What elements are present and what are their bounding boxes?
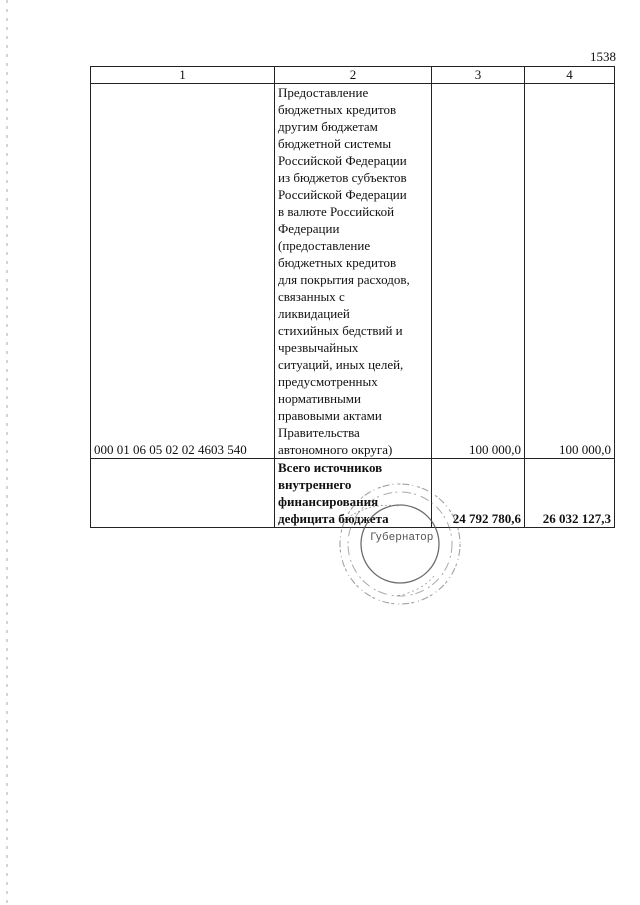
- description-line: Предоставление: [278, 85, 369, 100]
- description-line: связанных с: [278, 289, 345, 304]
- description-line: ситуаций, иных целей,: [278, 357, 404, 372]
- total-label-line: финансирования: [278, 494, 379, 509]
- page-number: 1538: [590, 49, 616, 64]
- official-stamp: [330, 480, 470, 608]
- total-value-col3: 24 792 780,6: [432, 459, 525, 528]
- description-line: для покрытия расходов,: [278, 272, 410, 287]
- total-label-line: дефицита бюджета: [278, 511, 389, 526]
- total-code-cell: [91, 459, 275, 528]
- row-description: [275, 84, 432, 459]
- total-label-line: Всего источников: [278, 460, 383, 475]
- description-line: правовыми актами: [278, 408, 382, 423]
- description-line: нормативными: [278, 391, 361, 406]
- description-line: предусмотренных: [278, 374, 378, 389]
- row-value-col3: 100 000,0: [432, 84, 525, 459]
- column-header-1: 1: [91, 67, 275, 84]
- description-line: Российской Федерации: [278, 153, 407, 168]
- description-line: автономного округа): [278, 442, 393, 457]
- description-line: из бюджетов субъектов: [278, 170, 407, 185]
- description-line: бюджетных кредитов: [278, 255, 397, 270]
- budget-sources-table: [90, 66, 615, 528]
- description-line: (предоставление: [278, 238, 371, 253]
- description-line: стихийных бедствий и: [278, 323, 403, 338]
- column-header-4: 4: [525, 67, 615, 84]
- total-label-line: внутреннего: [278, 477, 352, 492]
- description-line: ликвидацией: [278, 306, 350, 321]
- column-header-2: 2: [275, 67, 432, 84]
- stamp-text: Губернатор: [370, 531, 434, 543]
- table-row: [91, 84, 615, 459]
- column-header-3: 3: [432, 67, 525, 84]
- description-line: бюджетной системы: [278, 136, 392, 151]
- binding-edge: [6, 0, 8, 905]
- description-line: чрезвычайных: [278, 340, 359, 355]
- description-line: Правительства: [278, 425, 360, 440]
- budget-code: 000 01 06 05 02 02 4603 540: [91, 84, 275, 459]
- description-line: бюджетных кредитов: [278, 102, 397, 117]
- column-header-row: [91, 67, 615, 84]
- description-line: в валюте Российской: [278, 204, 395, 219]
- total-value-col4: 26 032 127,3: [525, 459, 615, 528]
- description-line: Федерации: [278, 221, 340, 236]
- row-value-col4: 100 000,0: [525, 84, 615, 459]
- stamp-rings: [340, 484, 460, 604]
- description-line: другим бюджетам: [278, 119, 378, 134]
- description-line: Российской Федерации: [278, 187, 407, 202]
